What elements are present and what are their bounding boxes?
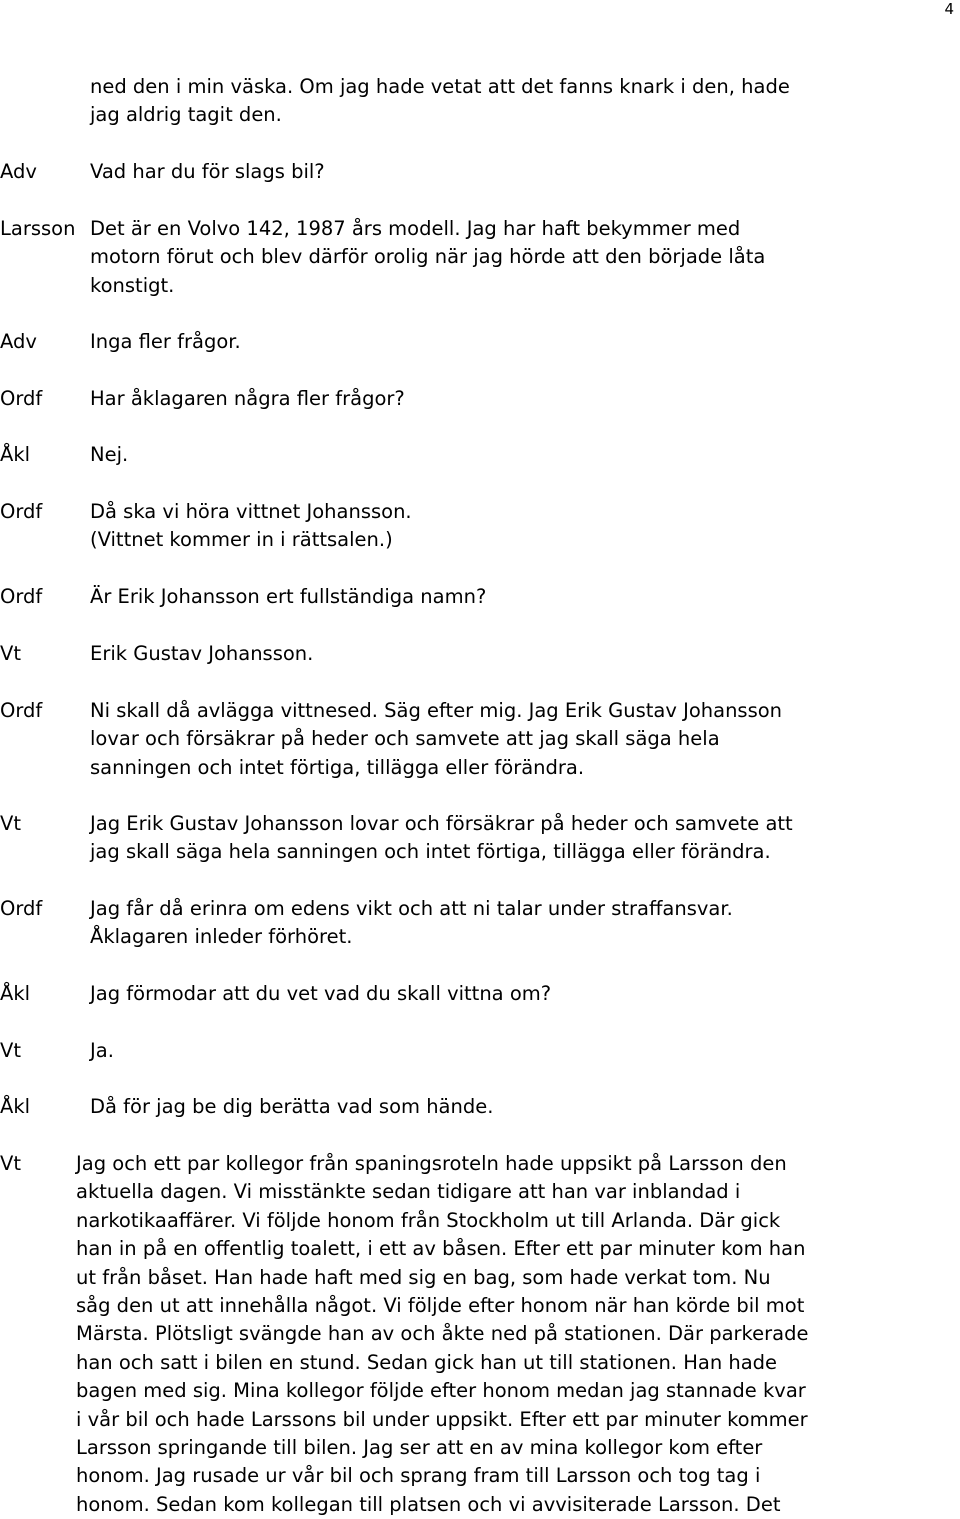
entry-text: Då ska vi höra vittnet Johansson. (Vittnet kommer in i rättsalen.) [90, 500, 412, 552]
entry-text: Ni skall då avlägga vittnesed. Säg efter mig. Jag Erik Gustav Johansson lovar och försäkrar på heder och samvete att jag skall säga hela sanningen och intet förtiga, tillägga eller förändra. [90, 699, 783, 779]
speaker-label: Ordf [0, 387, 43, 410]
entry-text: Erik Gustav Johansson. [90, 642, 314, 665]
speaker-label: Åkl [0, 982, 31, 1005]
transcript-entry [0, 215, 960, 300]
entry-text: ned den i min väska. Om jag hade vetat att det fanns knark i den, hade jag aldrig tagit den. [90, 75, 790, 127]
entry-text: Jag Erik Gustav Johansson lovar och försäkrar på heder och samvete att jag skall säga hela sanningen och intet förtiga, tillägga eller förändra. [90, 812, 793, 864]
transcript-entry [0, 810, 960, 867]
speaker-label: Adv [0, 160, 37, 183]
speaker-label: Åkl [0, 443, 31, 466]
transcript-entry [0, 640, 960, 668]
speaker-label: Vt [0, 1039, 21, 1062]
speaker-label: Vt [0, 642, 21, 665]
transcript-entry [0, 895, 960, 952]
transcript-entry [0, 980, 960, 1008]
transcript-entry [0, 1037, 960, 1065]
entry-text: Jag får då erinra om edens vikt och att ni talar under straffansvar. Åklagaren inleder förhöret. [90, 897, 733, 949]
speaker-label: Larsson [0, 217, 76, 240]
speaker-label: Vt [0, 812, 21, 835]
transcript-entry [0, 441, 960, 469]
entry-text: Vad har du för slags bil? [90, 160, 325, 183]
page-number: 4 [944, 0, 954, 18]
speaker-label: Ordf [0, 500, 43, 523]
entry-text: Ja. [90, 1039, 114, 1062]
transcript-entry [0, 328, 960, 356]
speaker-label: Åkl [0, 1095, 31, 1118]
entry-text: Är Erik Johansson ert fullständiga namn? [90, 585, 487, 608]
entry-text: Då för jag be dig berätta vad som hände. [90, 1095, 494, 1118]
speaker-label: Adv [0, 330, 37, 353]
speaker-label: Ordf [0, 897, 43, 920]
transcript-entry [0, 498, 960, 555]
transcript-entry [0, 697, 960, 782]
transcript-entry [0, 385, 960, 413]
entry-text: Nej. [90, 443, 129, 466]
entry-text: Det är en Volvo 142, 1987 års modell. Jag har haft bekymmer med motorn förut och blev därför orolig när jag hörde att den började låta konstigt. [90, 217, 766, 297]
transcript-entry [0, 1150, 960, 1519]
transcript-entry [0, 583, 960, 611]
entry-text: Har åklagaren några fler frågor? [90, 387, 405, 410]
transcript-entry [0, 1093, 960, 1121]
entry-text: Inga fler frågor. [90, 330, 241, 353]
entry-text: Jag och ett par kollegor från spaningsroteln hade uppsikt på Larsson den aktuella dagen. Vi misstänkte sedan tidigare att han var inblandad i narkotikaaffärer. Vi följde honom från Stockholm ut till Arlanda. Där gick han in på en offentlig toalett, i ett av båsen. Efter ett par minuter kom han ut från båset. Han hade haft med sig en bag, som hade verkat tom. Nu såg den ut att innehålla något. Vi följde efter honom när han körde bil mot Märsta. Plötsligt svängde han av och åkte ned på stationen. Där parkerade han och satt i bilen en stund. Sedan gick han ut till stationen. Han hade bagen med sig. Mina kollegor följde efter honom medan jag stannade kvar i vår bil och hade Larssons bil under uppsikt. Efter ett par minuter kommer Larsson springande till bilen. Jag ser att en av mina kollegor kom efter honom. Jag rusade ur vår bil och sprang fram till Larsson och tog tag i honom. Sedan kom kollegan till platsen och vi avvisiterade Larsson. Det [76, 1152, 809, 1516]
speaker-label: Ordf [0, 699, 43, 722]
speaker-label: Vt [0, 1152, 21, 1175]
transcript-entry-continuation [0, 73, 960, 130]
speaker-label: Ordf [0, 585, 43, 608]
transcript-entry [0, 158, 960, 186]
entry-text: Jag förmodar att du vet vad du skall vittna om? [90, 982, 552, 1005]
